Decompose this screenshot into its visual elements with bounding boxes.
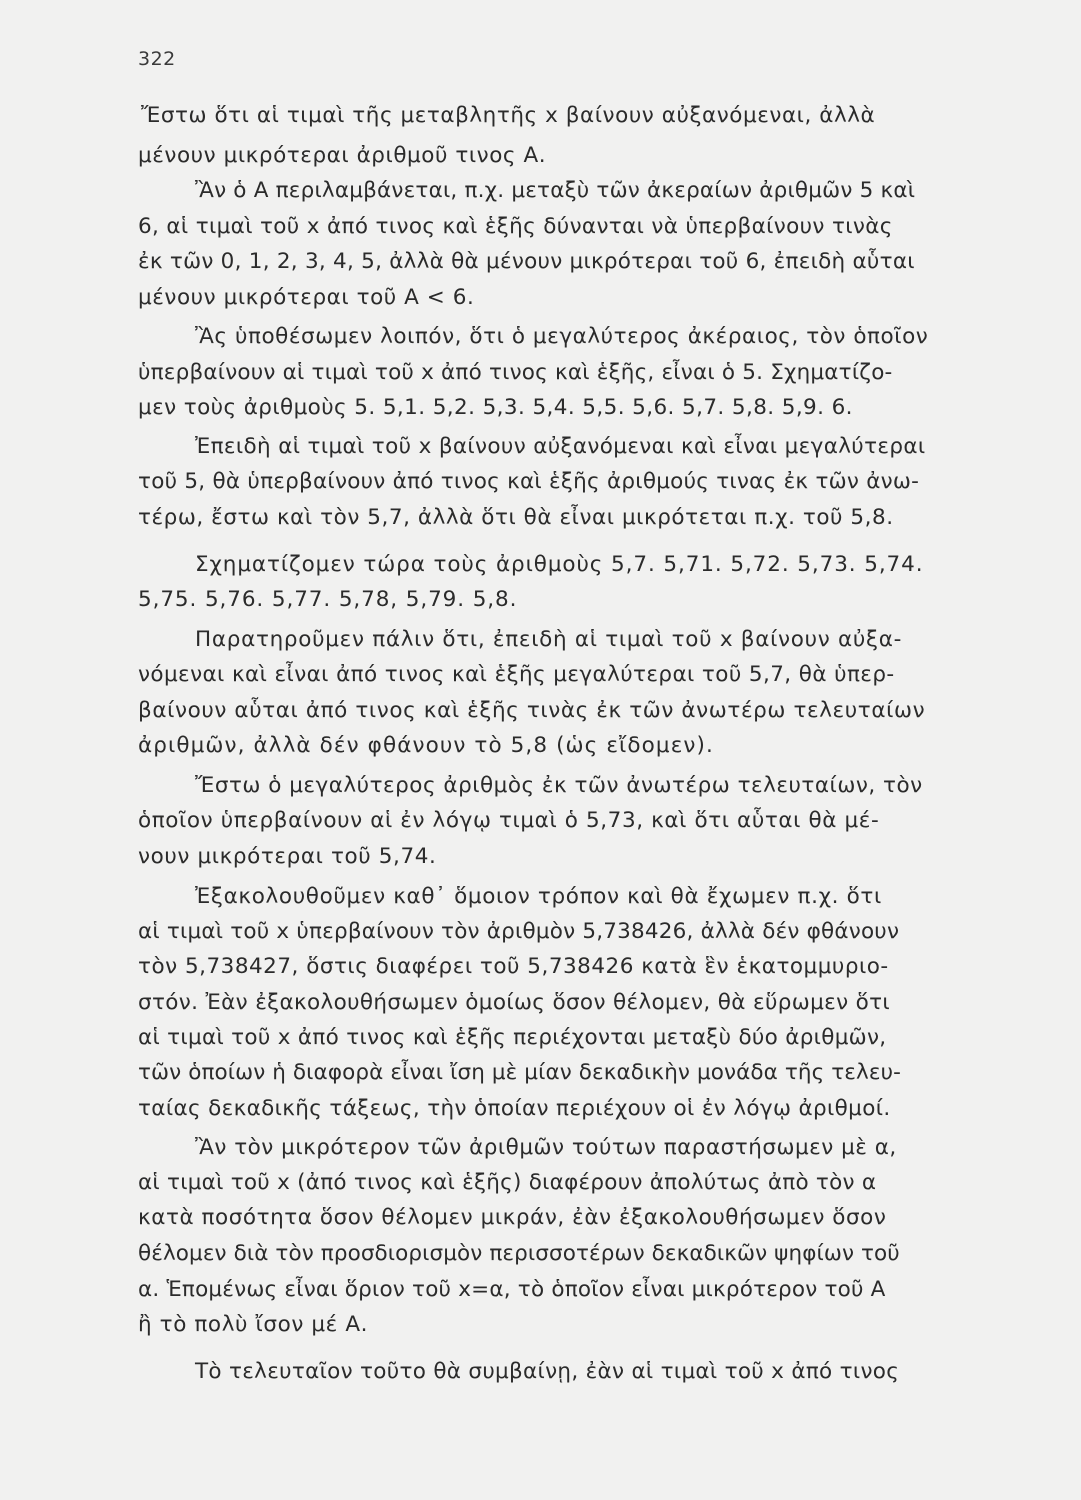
text-line-22: Ἐξακολουθοῦμεν καθ᾽ ὅμοιον τρόπον καὶ θὰ ἔχωμεν π.χ. ὅτι [195,884,882,909]
text-line-10: Ἐπειδὴ αἱ τιμαὶ τοῦ x βαίνουν αὐξανόμεναι καὶ εἶναι μεγαλύτεραι [195,434,926,459]
text-line-14: 5,75. 5,76. 5,77. 5,78, 5,79. 5,8. [138,587,518,612]
page-number: 322 [138,48,176,70]
text-line-8: ὑπερβαίνουν αἱ τιμαὶ τοῦ x ἀπό τινος καὶ ἑξῆς, εἶναι ὁ 5. Σχηματίζο- [138,360,893,385]
text-line-19: Ἔστω ὁ μεγαλύτερος ἀριθμὸς ἐκ τῶν ἀνωτέρω τελευταίων, τὸν [195,773,923,798]
text-line-33: α. Ἑπομένως εἶναι ὅριον τοῦ x=α, τὸ ὁποῖον εἶναι μικρότερον τοῦ Α [138,1277,886,1302]
text-line-29: Ἂν τὸν μικρότερον τῶν ἀριθμῶν τούτων παραστήσωμεν μὲ α, [195,1135,897,1160]
text-line-26: αἱ τιμαὶ τοῦ x ἀπό τινος καὶ ἑξῆς περιέχονται μεταξὺ δύο ἀριθμῶν, [138,1025,887,1050]
text-line-28: ταίας δεκαδικῆς τάξεως, τὴν ὁποίαν περιέχουν οἱ ἐν λόγῳ ἀριθμοί. [138,1096,891,1121]
text-line-18: ἀριθμῶν, ἀλλὰ δέν φθάνουν τὸ 5,8 (ὡς εἴδομεν). [138,733,714,758]
text-line-15: Παρατηροῦμεν πάλιν ὅτι, ἐπειδὴ αἱ τιμαὶ τοῦ x βαίνουν αὐξα- [195,627,903,652]
text-line-6: μένουν μικρότεραι τοῦ Α < 6. [138,285,475,310]
text-line-9: μεν τοὺς ἀριθμοὺς 5. 5,1. 5,2. 5,3. 5,4. 5,5. 5,6. 5,7. 5,8. 5,9. 6. [138,395,853,420]
text-line-21: νουν μικρότεραι τοῦ 5,74. [138,844,437,869]
text-line-1: Ἔστω ὅτι αἱ τιμαὶ τῆς μεταβλητῆς x βαίνουν αὐξανόμεναι, ἀλλὰ [141,103,876,128]
text-line-4: 6, αἱ τιμαὶ τοῦ x ἀπό τινος καὶ ἑξῆς δύνανται νὰ ὑπερβαίνουν τινὰς [138,214,893,239]
text-line-30: αἱ τιμαὶ τοῦ x (ἀπό τινος καὶ ἑξῆς) διαφέρουν ἀπολύτως ἀπὸ τὸν α [138,1170,877,1195]
text-line-35: Τὸ τελευταῖον τοῦτο θὰ συμβαίνῃ, ἐὰν αἱ τιμαὶ τοῦ x ἀπό τινος [195,1359,900,1384]
text-line-34: ἢ τὸ πολὺ ἴσον μέ Α. [138,1312,369,1337]
text-line-13: Σχηματίζομεν τώρα τοὺς ἀριθμοὺς 5,7. 5,71. 5,72. 5,73. 5,74. [195,552,924,577]
text-line-25: στόν. Ἐὰν ἐξακολουθήσωμεν ὁμοίως ὅσον θέλομεν, θὰ εὕρωμεν ὅτι [138,990,891,1015]
text-line-3: Ἂν ὁ Α περιλαμβάνεται, π.χ. μεταξὺ τῶν ἀκεραίων ἀριθμῶν 5 καὶ [195,178,916,203]
text-line-24: τὸν 5,738427, ὅστις διαφέρει τοῦ 5,738426 κατὰ ἓν ἑκατομμυριο- [138,954,889,979]
text-line-17: βαίνουν αὗται ἀπό τινος καὶ ἑξῆς τινὰς ἐκ τῶν ἀνωτέρω τελευταίων [138,698,926,723]
text-line-20: ὁποῖον ὑπερβαίνουν αἱ ἐν λόγῳ τιμαὶ ὁ 5,73, καὶ ὅτι αὗται θὰ μέ- [138,808,880,833]
text-line-27: τῶν ὁποίων ἡ διαφορὰ εἶναι ἴση μὲ μίαν δεκαδικὴν μονάδα τῆς τελευ- [138,1060,901,1085]
text-line-31: κατὰ ποσότητα ὅσον θέλομεν μικράν, ἐὰν ἐξακολουθήσωμεν ὅσον [138,1205,887,1230]
text-line-32: θέλομεν διὰ τὸν προσδιορισμὸν περισσοτέρων δεκαδικῶν ψηφίων τοῦ [138,1241,900,1266]
text-line-5: ἐκ τῶν 0, 1, 2, 3, 4, 5, ἀλλὰ θὰ μένουν μικρότεραι τοῦ 6, ἐπειδὴ αὗται [138,249,915,274]
text-line-23: αἱ τιμαὶ τοῦ x ὑπερβαίνουν τὸν ἀριθμὸν 5,738426, ἀλλὰ δέν φθάνουν [138,919,900,944]
text-line-7: Ἂς ὑποθέσωμεν λοιπόν, ὅτι ὁ μεγαλύτερος ἀκέραιος, τὸν ὁποῖον [195,324,929,349]
text-line-16: νόμεναι καὶ εἶναι ἀπό τινος καὶ ἑξῆς μεγαλύτεραι τοῦ 5,7, θὰ ὑπερ- [138,662,895,687]
text-line-2: μένουν μικρότεραι ἀριθμοῦ τινος Α. [138,143,547,168]
text-line-11: τοῦ 5, θὰ ὑπερβαίνουν ἀπό τινος καὶ ἑξῆς ἀριθμούς τινας ἐκ τῶν ἀνω- [138,469,920,494]
text-line-12: τέρω, ἔστω καὶ τὸν 5,7, ἀλλὰ ὅτι θὰ εἶναι μικρότεται π.χ. τοῦ 5,8. [138,505,894,530]
